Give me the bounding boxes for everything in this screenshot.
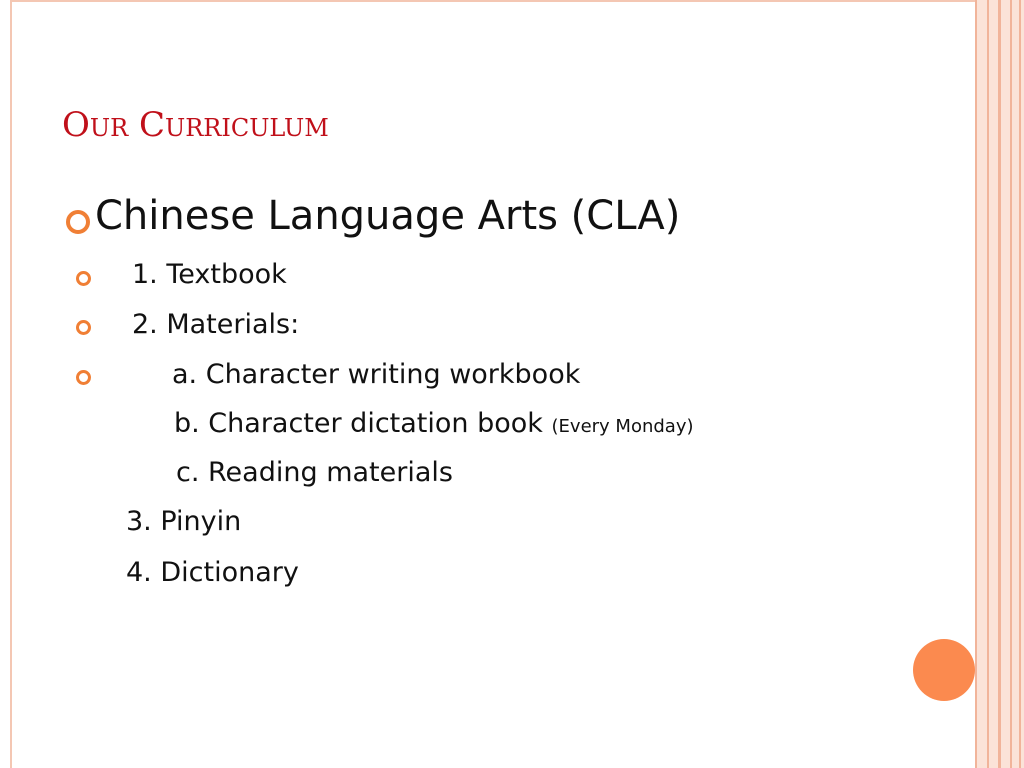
bullet-ring-icon — [66, 210, 90, 234]
dictation-book-label: b. Character dictation book — [174, 408, 543, 439]
accent-circle — [913, 639, 975, 701]
frame-top-line — [10, 0, 976, 2]
list-item-textbook: 1. Textbook — [132, 259, 287, 290]
bullet-ring-icon — [76, 271, 91, 286]
slide-title: Our Curriculum — [62, 105, 329, 145]
list-item-pinyin: 3. Pinyin — [126, 506, 242, 537]
border-stripe — [1019, 0, 1021, 768]
list-item-materials: 2. Materials: — [132, 309, 300, 340]
frame-left-line — [10, 0, 12, 768]
bullet-ring-icon — [76, 370, 91, 385]
border-stripe — [998, 0, 1001, 768]
border-stripe — [987, 0, 989, 768]
list-item-reading-materials: c. Reading materials — [176, 457, 453, 488]
list-item-writing-workbook: a. Character writing workbook — [172, 359, 581, 390]
dictation-schedule-note: (Every Monday) — [551, 416, 694, 437]
list-item-dictation-book — [174, 410, 694, 437]
bullet-ring-icon — [76, 320, 91, 335]
border-stripe — [1010, 0, 1012, 768]
section-heading: Chinese Language Arts (CLA) — [95, 193, 681, 239]
list-item-dictionary: 4. Dictionary — [126, 557, 299, 588]
